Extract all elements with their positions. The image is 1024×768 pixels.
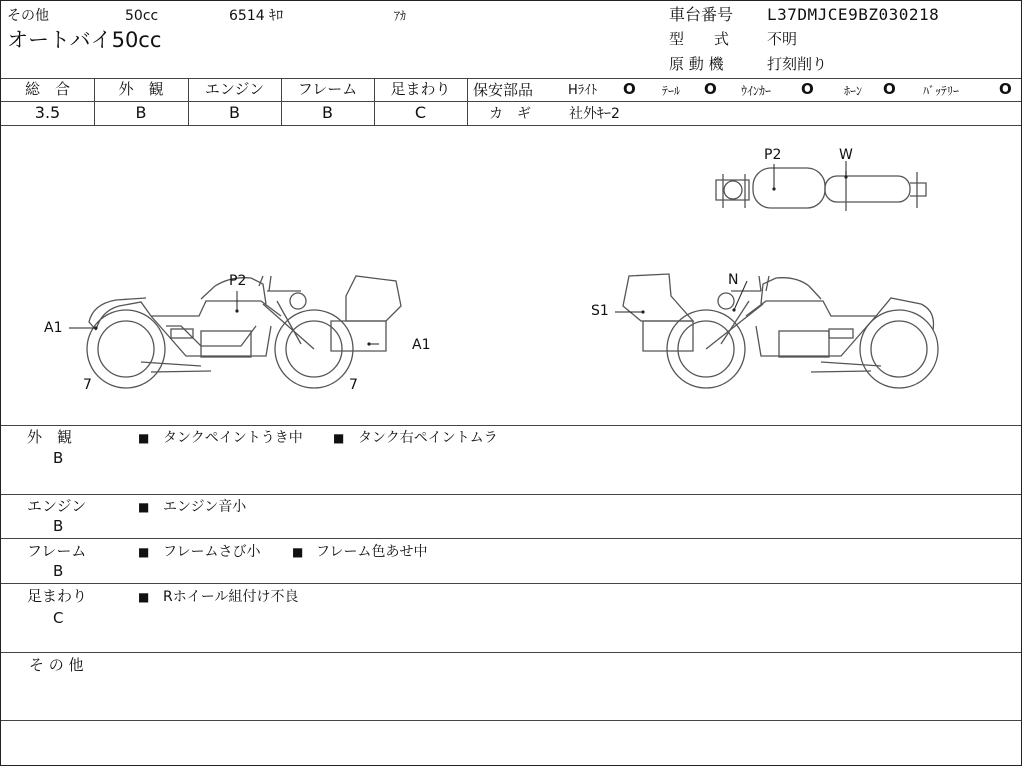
- divider: [1, 583, 1021, 584]
- note-grade-frame: B: [53, 562, 64, 580]
- divider: [1, 101, 467, 102]
- bullet-icon: ■: [138, 500, 150, 514]
- model-label: 型 式: [669, 30, 730, 48]
- diagram-label-p2-top: P2: [764, 147, 782, 163]
- grade-header-overall: 総 合: [24, 80, 70, 98]
- divider: [467, 78, 468, 125]
- grade-appearance: B: [135, 103, 147, 122]
- frame-number-label: 車台番号: [669, 5, 734, 24]
- note-grade-suspension: C: [53, 609, 64, 627]
- safety-item-horn: ﾎｰﾝ: [844, 84, 863, 98]
- grade-suspension: C: [414, 103, 427, 122]
- diagram-label-p2-left: P2: [229, 273, 247, 289]
- color-text: ｱｶ: [394, 9, 407, 23]
- safety-item-winker: ｳｲﾝｶｰ: [741, 84, 772, 98]
- grade-frame: B: [322, 103, 333, 122]
- note-label-appearance: 外 観: [27, 428, 73, 446]
- bullet-icon: ■: [138, 545, 150, 559]
- mileage-text: 6514 ｷﾛ: [229, 8, 284, 24]
- diagram-label-n: N: [728, 272, 739, 288]
- model-value: 不明: [767, 30, 798, 48]
- bullet-icon: ■: [333, 431, 345, 445]
- diagram-label-a1-right: A1: [412, 337, 431, 353]
- right-side-view: [623, 274, 938, 388]
- bullet-icon: ■: [292, 545, 304, 559]
- grade-header-engine: エンジン: [204, 80, 265, 98]
- divider: [1, 538, 1021, 539]
- key-value: 社外ｷｰ2: [569, 106, 620, 122]
- diagram-label-7-rear: 7: [83, 377, 92, 393]
- diagram-label-s1: S1: [591, 303, 609, 319]
- motorcycle-diagram: [1, 126, 1022, 426]
- left-side-view: [87, 273, 401, 388]
- divider: [1, 78, 1021, 79]
- grade-header-frame: フレーム: [297, 80, 358, 98]
- safety-mark-headlight: O: [623, 80, 636, 98]
- safety-mark-horn: O: [883, 80, 896, 98]
- vehicle-name: オートバイ50cc: [7, 28, 162, 52]
- note-label-suspension: 足まわり: [27, 587, 88, 605]
- note-label-other: そ の 他: [29, 656, 84, 674]
- note-grade-appearance: B: [53, 449, 64, 467]
- displacement-text: 50cc: [125, 8, 159, 24]
- frame-number-value: L37DMJCE9BZ030218: [767, 5, 940, 24]
- safety-item-tail: ﾃｰﾙ: [662, 84, 681, 98]
- note-label-engine: エンジン: [27, 497, 87, 515]
- engine-stamp-label: 原 動 機: [669, 55, 724, 73]
- safety-parts-label: 保安部品: [473, 81, 534, 99]
- note-item: Rホイール組付け不良: [163, 589, 299, 605]
- category-text: その他: [7, 8, 49, 24]
- diagram-label-7-front: 7: [349, 377, 358, 393]
- note-label-frame: フレーム: [27, 542, 87, 560]
- divider: [1, 425, 1021, 426]
- safety-item-battery: ﾊﾞｯﾃﾘｰ: [923, 84, 960, 98]
- divider: [1, 652, 1021, 653]
- key-label: カ ギ: [489, 106, 531, 122]
- safety-mark-winker: O: [801, 80, 814, 98]
- note-item: タンクペイントうき中: [163, 430, 303, 446]
- grade-engine: B: [229, 103, 240, 122]
- engine-stamp-value: 打刻削り: [767, 55, 828, 73]
- note-item: フレームさび小: [163, 544, 261, 560]
- grade-overall: 3.5: [34, 103, 61, 122]
- safety-mark-battery: O: [999, 80, 1012, 98]
- note-item: エンジン音小: [163, 499, 247, 515]
- divider: [1, 720, 1021, 721]
- grade-header-appearance: 外 観: [118, 80, 164, 98]
- safety-item-headlight: Hﾗｲﾄ: [568, 83, 598, 98]
- note-grade-engine: B: [53, 517, 64, 535]
- diagram-label-a1-front: A1: [44, 320, 63, 336]
- divider: [1, 494, 1021, 495]
- note-item: タンク右ペイントムラ: [358, 430, 498, 446]
- divider: [467, 101, 1022, 102]
- top-view: [716, 168, 926, 211]
- grade-header-suspension: 足まわり: [390, 80, 451, 98]
- safety-mark-tail: O: [704, 80, 717, 98]
- diagram-label-w: W: [839, 147, 853, 163]
- note-item: フレーム色あせ中: [316, 544, 428, 560]
- bullet-icon: ■: [138, 590, 150, 604]
- bullet-icon: ■: [138, 431, 150, 445]
